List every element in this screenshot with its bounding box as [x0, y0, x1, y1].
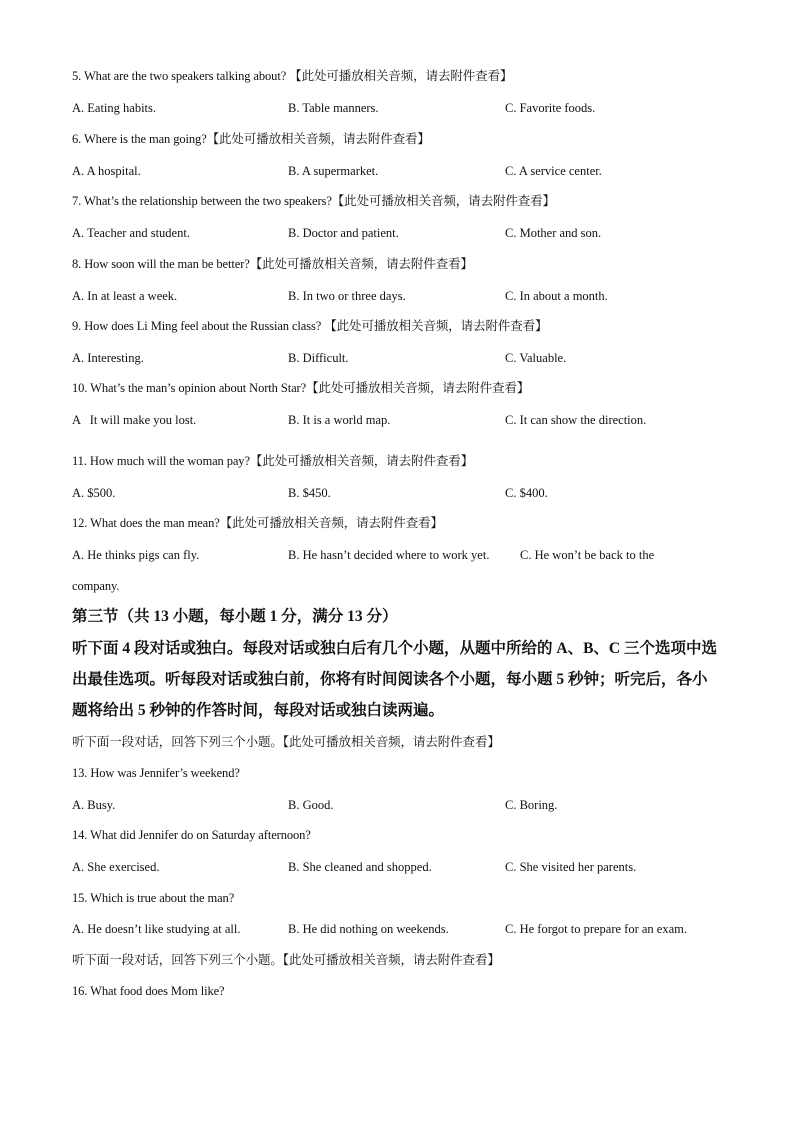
- option-b: B. He did nothing on weekends.: [288, 922, 449, 936]
- option-c: C. Favorite foods.: [505, 101, 596, 115]
- option-a: A. He thinks pigs can fly.: [72, 548, 200, 562]
- options-14: [72, 859, 732, 875]
- option-a: A. In at least a week.: [72, 289, 178, 303]
- group-intro: 听下面一段对话，回答下列三个小题。【此处可播放相关音频，请去附件查看】: [72, 735, 500, 749]
- option-b: B. Table manners.: [288, 101, 379, 115]
- option-b: B. A supermarket.: [288, 164, 379, 178]
- option-b: B. He hasn’t decided where to work yet.: [288, 548, 490, 562]
- option-a: A. She exercised.: [72, 860, 160, 874]
- question-13: 13. How was Jennifer’s weekend?: [72, 766, 240, 780]
- options-13: [72, 797, 732, 813]
- option-a: A. Eating habits.: [72, 101, 157, 115]
- options-11: [72, 485, 732, 501]
- section-instructions: 听下面 4 段对话或独白。每段对话或独白后有几个小题，从题中所给的 A、B、C 三个选项中选出最佳选项。听每段对话或独白前，你将有时间阅读各个小题，每小题 5 秒钟；听完后，各小题将给出 5 秒钟的作答时间，每段对话或独白读两遍。: [72, 640, 717, 719]
- group-intro: 听下面一段对话，回答下列三个小题。【此处可播放相关音频，请去附件查看】: [72, 953, 500, 967]
- option-b: B. She cleaned and shopped.: [288, 860, 432, 874]
- option-c: C. $400.: [505, 486, 548, 500]
- question-11: 11. How much will the woman pay?【此处可播放相关音频，请去附件查看】: [72, 454, 474, 468]
- question-9: 9. How does Li Ming feel about the Russian class? 【此处可播放相关音频，请去附件查看】: [72, 319, 548, 333]
- option-c: C. He forgot to prepare for an exam.: [505, 922, 687, 936]
- question-14: 14. What did Jennifer do on Saturday afternoon?: [72, 828, 311, 842]
- options-12: [72, 547, 732, 563]
- option-b: B. $450.: [288, 486, 331, 500]
- option-c: C. It can show the direction.: [505, 413, 647, 427]
- option-c: C. A service center.: [505, 164, 602, 178]
- question-6: 6. Where is the man going?【此处可播放相关音频，请去附件查看】: [72, 132, 430, 146]
- question-12: 12. What does the man mean?【此处可播放相关音频，请去附件查看】: [72, 516, 443, 530]
- options-8: [72, 288, 732, 304]
- option-a: A. He doesn’t like studying at all.: [72, 922, 241, 936]
- option-a: A. Teacher and student.: [72, 226, 190, 240]
- question-15: 15. Which is true about the man?: [72, 891, 235, 905]
- option-b: B. Doctor and patient.: [288, 226, 399, 240]
- option-b: B. In two or three days.: [288, 289, 406, 303]
- option-b: B. Good.: [288, 798, 334, 812]
- options-10: [72, 412, 732, 428]
- option-c: C. He won’t be back to the: [520, 548, 655, 562]
- option-c-continuation: company.: [72, 579, 120, 593]
- options-9: [72, 350, 732, 366]
- options-15: [72, 921, 732, 937]
- question-10: 10. What’s the man’s opinion about North Star?【此处可播放相关音频，请去附件查看】: [72, 381, 530, 395]
- section-title: 第三节（共 13 小题，每小题 1 分，满分 13 分）: [72, 608, 398, 625]
- question-16: 16. What food does Mom like?: [72, 984, 225, 998]
- option-a: A. A hospital.: [72, 164, 141, 178]
- option-b: B. Difficult.: [288, 351, 349, 365]
- question-5: 5. What are the two speakers talking about? 【此处可播放相关音频，请去附件查看】: [72, 69, 513, 83]
- question-8: 8. How soon will the man be better?【此处可播放相关音频，请去附件查看】: [72, 257, 473, 271]
- option-a: A It will make you lost.: [72, 413, 197, 427]
- option-c: C. Mother and son.: [505, 226, 602, 240]
- option-c: C. In about a month.: [505, 289, 608, 303]
- options-7: [72, 225, 732, 241]
- option-c: C. Valuable.: [505, 351, 567, 365]
- options-6: [72, 163, 732, 179]
- option-a: A. $500.: [72, 486, 116, 500]
- option-a: A. Busy.: [72, 798, 116, 812]
- option-c: C. She visited her parents.: [505, 860, 637, 874]
- option-c: C. Boring.: [505, 798, 558, 812]
- question-7: 7. What’s the relationship between the two speakers?【此处可播放相关音频，请去附件查看】: [72, 194, 555, 208]
- option-b: B. It is a world map.: [288, 413, 391, 427]
- option-a: A. Interesting.: [72, 351, 144, 365]
- options-5: [72, 100, 732, 116]
